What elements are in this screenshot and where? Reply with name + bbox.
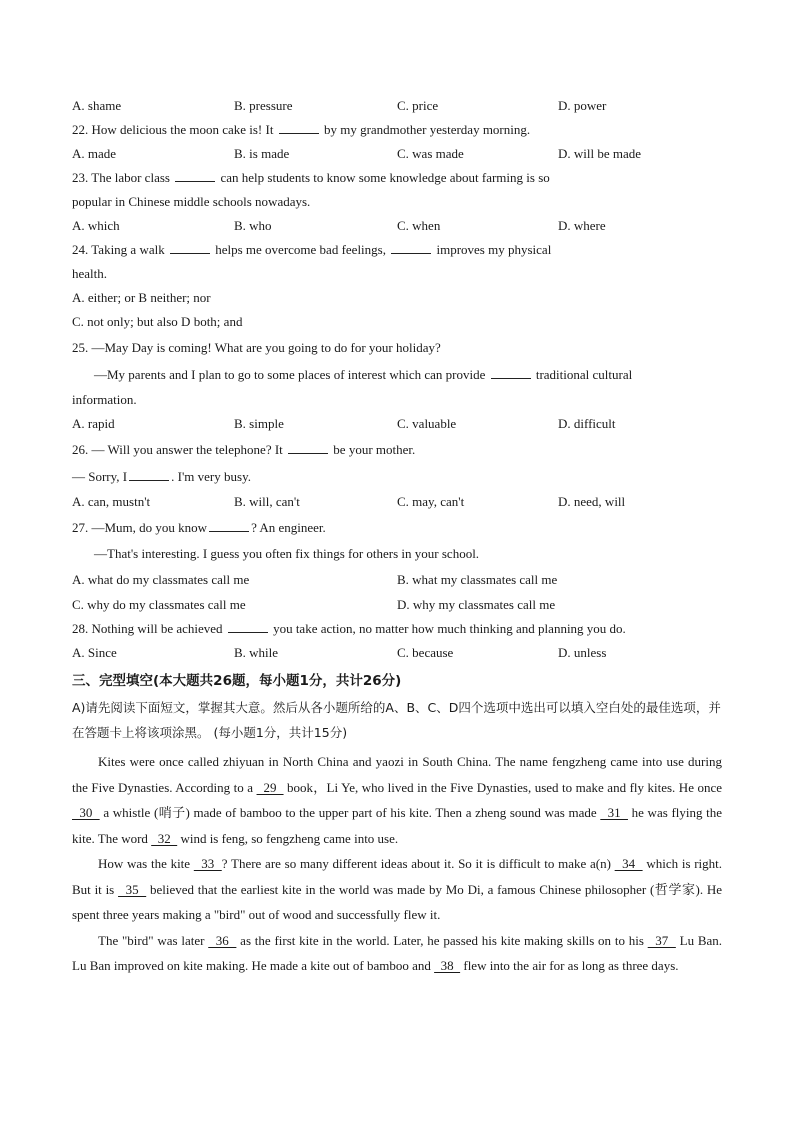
q24-text-post: improves my physical	[436, 242, 552, 257]
q23-text-post: can help students to know some knowledge about farming is so	[220, 170, 550, 185]
q22-options	[72, 142, 722, 166]
q27-text-pre: 27. —Mum, do you know	[72, 520, 208, 535]
q26-text-pre-2: — Sorry, I	[72, 469, 128, 484]
option-a[interactable]: A. rapid	[72, 416, 115, 431]
q24-blank-1[interactable]	[170, 238, 210, 254]
q24-question	[72, 238, 722, 262]
q28-blank[interactable]	[228, 617, 268, 633]
q27-question	[72, 514, 722, 541]
passage-text: book，Li Ye, who lived in the Five Dynasties, used to make and fly kites. He once	[287, 779, 722, 795]
passage-text: Kites were once called zhiyuan in North China and yaozi in South China. The name fengzheng came into use during the Five Dynasties. According to a	[72, 754, 722, 795]
passage-text: Lu Ban. Lu Ban improved on kite making. He made a kite out of bamboo and	[72, 932, 723, 973]
q26-dialog-line	[72, 463, 722, 490]
blank-34[interactable]: 34	[614, 856, 643, 871]
option-b[interactable]: B. pressure	[234, 98, 293, 113]
blank-31[interactable]: 31	[600, 805, 628, 820]
q24-blank-2[interactable]	[391, 238, 431, 254]
option-d[interactable]: D. where	[558, 218, 606, 233]
option-c[interactable]: C. was made	[397, 146, 464, 161]
q24-options-line1[interactable]: A. either; or B neither; nor	[72, 290, 211, 305]
q27-options-row1	[72, 567, 722, 592]
option-c[interactable]: C. because	[397, 645, 454, 660]
section-instruction: A)请先阅读下面短文，掌握其大意。然后从各小题所给的A、B、C、D四个选项中选出可以填入空白处的最佳选项，并在答题卡上将该项涂黑。 (每小题1分，共计15分)	[72, 700, 721, 740]
passage-paragraph-2	[72, 851, 722, 928]
option-c[interactable]: C. valuable	[397, 416, 457, 431]
q27-text-post: ? An engineer.	[251, 520, 326, 535]
option-d[interactable]: D. difficult	[558, 416, 616, 431]
q23-question-line2: popular in Chinese middle schools nowadays.	[72, 194, 311, 209]
q22-text-pre: 22. How delicious the moon cake is! It	[72, 122, 274, 137]
q26-blank[interactable]	[288, 438, 328, 454]
passage-text: ? There are so many different ideas about it. So it is difficult to make a(n)	[221, 856, 611, 871]
blank-30[interactable]: 30	[72, 805, 100, 820]
option-c[interactable]: C. why do my classmates call me	[72, 597, 246, 612]
passage-text: which is right. But it is	[72, 856, 723, 897]
passage-paragraph-1	[72, 749, 722, 851]
option-b[interactable]: B. while	[234, 645, 279, 660]
q25-text-pre: —My parents and I plan to go to some places of interest which can provide	[94, 367, 486, 382]
q22-question	[72, 118, 722, 142]
passage-text: a whistle (哨子) made of bamboo to the upper part of his kite. Then a zheng sound was made	[103, 805, 597, 820]
option-c[interactable]: C. price	[397, 98, 439, 113]
q26-text-pre: 26. — Will you answer the telephone? It	[72, 442, 283, 457]
blank-32[interactable]: 32	[151, 830, 178, 846]
option-d[interactable]: D. will be made	[558, 146, 642, 161]
q21-options	[72, 94, 722, 118]
passage-text: he was flying the kite. The word	[72, 805, 723, 846]
passage-paragraph-3	[72, 928, 722, 979]
q28-options	[72, 641, 722, 665]
q25-options	[72, 412, 722, 436]
passage-text: as the first kite in the world. Later, he passed his kite making skills on to his	[240, 932, 644, 948]
passage-text: The "bird" was later	[98, 932, 205, 948]
q23-text-pre: 23. The labor class	[72, 170, 170, 185]
passage-text: How was the kite	[98, 856, 191, 871]
option-a[interactable]: A. can, mustn't	[72, 494, 151, 509]
q25-text-post: traditional cultural	[535, 367, 633, 382]
q27-blank[interactable]	[209, 516, 249, 532]
option-d[interactable]: D. unless	[558, 645, 607, 660]
option-b[interactable]: B. what my classmates call me	[397, 572, 558, 587]
blank-37[interactable]: 37	[647, 932, 676, 948]
option-a[interactable]: A. made	[72, 146, 117, 161]
q25-blank[interactable]	[491, 363, 531, 379]
q27-options-row2	[72, 592, 722, 617]
q26-blank-2[interactable]	[129, 465, 169, 481]
q26-text-post-2: . I'm very busy.	[171, 469, 251, 484]
q22-blank[interactable]	[279, 118, 319, 134]
option-a[interactable]: A. which	[72, 218, 120, 233]
q25-question: 25. —May Day is coming! What are you going to do for your holiday?	[72, 340, 441, 355]
blank-38[interactable]: 38	[434, 958, 461, 973]
q23-question	[72, 166, 722, 190]
blank-35[interactable]: 35	[118, 881, 147, 897]
exam-page	[72, 94, 722, 979]
q26-text-post: be your mother.	[333, 442, 416, 457]
option-b[interactable]: B. simple	[234, 416, 284, 431]
blank-36[interactable]: 36	[208, 932, 237, 948]
option-c[interactable]: C. may, can't	[397, 494, 465, 509]
passage-text: flew into the air for as long as three days.	[463, 958, 679, 973]
q24-text-pre: 24. Taking a walk	[72, 242, 165, 257]
passage-text: wind is feng, so fengzheng came into use.	[180, 830, 399, 846]
option-d[interactable]: D. why my classmates call me	[397, 597, 556, 612]
q24-question-line2: health.	[72, 266, 108, 281]
q25-dialog-line	[72, 361, 722, 388]
q22-text-post: by my grandmother yesterday morning.	[323, 122, 531, 137]
q23-blank[interactable]	[175, 166, 215, 182]
option-a[interactable]: A. what do my classmates call me	[72, 572, 250, 587]
section-heading: 三、完型填空(本大题共26题，每小题1分，共计26分)	[72, 673, 402, 689]
option-d[interactable]: D. power	[558, 98, 607, 113]
q25-question-line3: information.	[72, 392, 137, 407]
q28-text-pre: 28. Nothing will be achieved	[72, 621, 223, 636]
q27-dialog-line: —That's interesting. I guess you often fix things for others in your school.	[94, 546, 480, 561]
q28-question	[72, 617, 722, 641]
option-a[interactable]: A. Since	[72, 645, 117, 660]
blank-33[interactable]: 33	[193, 856, 222, 871]
option-b[interactable]: B. is made	[234, 146, 290, 161]
option-a[interactable]: A. shame	[72, 98, 122, 113]
option-b[interactable]: B. who	[234, 218, 272, 233]
q24-options-line2[interactable]: C. not only; but also D both; and	[72, 314, 243, 329]
option-c[interactable]: C. when	[397, 218, 441, 233]
q24-text-mid: helps me overcome bad feelings,	[215, 242, 386, 257]
q23-options	[72, 214, 722, 238]
option-b[interactable]: B. will, can't	[234, 494, 300, 509]
q26-question	[72, 436, 722, 463]
passage-text: believed that the earliest kite in the world was made by Mo Di, a famous Chinese philosopher (哲学家). He spent three years making a "bird" out of wood and successfully flew it.	[72, 881, 723, 922]
q26-options	[72, 490, 722, 514]
blank-29[interactable]: 29	[256, 779, 284, 795]
q28-text-post: you take action, no matter how much thinking and planning you do.	[273, 621, 626, 636]
option-d[interactable]: D. need, will	[558, 494, 626, 509]
